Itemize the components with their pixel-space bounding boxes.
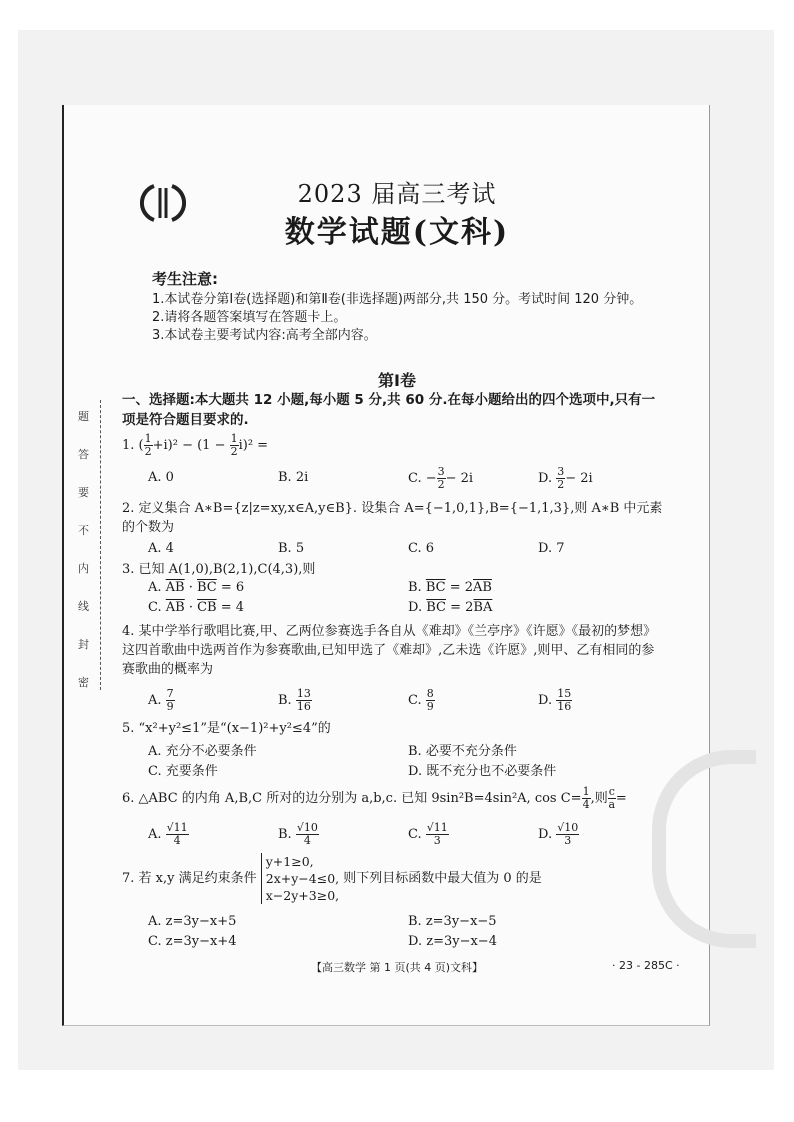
notice-title: 考生注意: bbox=[152, 270, 218, 288]
q4-option-a: A. $\frac{7}{9}$ bbox=[148, 687, 174, 713]
q1-option-c: C. − $\frac{3}{2}$ − 2i bbox=[408, 465, 474, 491]
q4-option-b: B. $\frac{13}{16}$ bbox=[278, 687, 311, 713]
page-footer: 【高三数学 第 1 页(共 4 页)文科】 bbox=[310, 961, 484, 974]
q6-option-c: C. $\frac{√11}{3}$ bbox=[408, 821, 448, 847]
q7-option-d: D. z=3y−x−4 bbox=[408, 934, 497, 949]
q2-option-c: C. 6 bbox=[408, 541, 435, 556]
gutter-char: 线 bbox=[78, 600, 89, 613]
q4-option-c: C. $\frac{8}{9}$ bbox=[408, 687, 434, 713]
q2-option-a: A. 4 bbox=[148, 541, 174, 556]
question-7: 7. 若 x,y 满足约束条件 y+1≥0, 2x+y−4≤0, x−2y+3≥0, 则下列目标函数中最大值为 0 的是 bbox=[122, 854, 542, 903]
q2-option-d: D. 7 bbox=[538, 541, 565, 556]
question-6: 6. △ABC 的内角 A,B,C 所对的边分别为 a,b,c. 已知 9sin²B=4sin²A, cos C= $\frac{1}{4}$ ,则 $\frac{c}{a}$ = bbox=[122, 785, 627, 811]
q3-option-b: B. $\overline{BC} = 2\overline{AB}$ bbox=[408, 580, 492, 595]
question-2: 2. 定义集合 A∗B={z|z=xy,x∈A,y∈B}. 设集合 A={−1,0,1},B={−1,1,3},则 A∗B 中元素的个数为 bbox=[122, 501, 663, 535]
q3-option-d: D. $\overline{BC} = 2\overline{BA}$ bbox=[408, 600, 493, 615]
binding-gutter bbox=[70, 400, 101, 690]
question-3: 3. 已知 A(1,0),B(2,1),C(4,3),则 bbox=[122, 562, 316, 577]
section-heading: 第Ⅰ卷 bbox=[378, 371, 416, 390]
part-instructions: 一、选择题:本大题共 12 小题,每小题 5 分,共 60 分.在每小题给出的四个选项中,只有一项是符合题目要求的. bbox=[122, 392, 656, 428]
question-5: 5. “x²+y²≤1”是“(x−1)²+y²≤4”的 bbox=[122, 721, 331, 736]
gutter-char: 题 bbox=[78, 410, 89, 423]
gutter-char: 密 bbox=[78, 676, 89, 689]
q7-option-c: C. z=3y−x+4 bbox=[148, 934, 237, 949]
q4-option-d: D. $\frac{15}{16}$ bbox=[538, 687, 572, 713]
exam-title: 2023 届高三考试 bbox=[297, 180, 497, 208]
question-1: 1. ( $\frac{1}{2}$ +i)² − (1 − $\frac{1}{2}$ i)² = bbox=[122, 432, 269, 458]
fraction: $\frac{1}{2}$ bbox=[230, 432, 238, 458]
fraction: $\frac{1}{2}$ bbox=[144, 432, 152, 458]
page-code: · 23 - 285C · bbox=[612, 959, 680, 972]
q2-option-b: B. 5 bbox=[278, 541, 305, 556]
q6-option-b: B. $\frac{√10}{4}$ bbox=[278, 821, 318, 847]
subject-title: 数学试题(文科) bbox=[284, 215, 510, 250]
question-4: 4. 某中学举行歌唱比赛,甲、乙两位参赛选手各自从《难却》《兰亭序》《许愿》《最初的梦想》这四首歌曲中选两首作为参赛歌曲,已知甲选了《难却》,乙未选《许愿》,则甲、乙有相同的参赛歌曲的概率为 bbox=[122, 624, 657, 677]
gutter-char: 封 bbox=[78, 638, 89, 651]
q6-option-a: A. $\frac{√11}{4}$ bbox=[148, 821, 188, 847]
q5-option-a: A. 充分不必要条件 bbox=[148, 744, 257, 759]
notice-item: 1.本试卷分第Ⅰ卷(选择题)和第Ⅱ卷(非选择题)两部分,共 150 分。考试时间 120 分钟。 bbox=[152, 292, 643, 307]
q3-option-a: A. $\overline{AB} \cdot \overline{BC} = 6$ bbox=[148, 580, 245, 595]
q7-option-a: A. z=3y−x+5 bbox=[148, 914, 237, 929]
q1-option-b: B. 2i bbox=[278, 470, 309, 485]
q1-option-a: A. 0 bbox=[148, 470, 174, 485]
notice-item: 2.请将各题答案填写在答题卡上。 bbox=[152, 310, 347, 325]
q7-option-b: B. z=3y−x−5 bbox=[408, 914, 497, 929]
gutter-char: 内 bbox=[78, 562, 89, 575]
q5-option-d: D. 既不充分也不必要条件 bbox=[408, 764, 557, 779]
q1-option-d: D. $\frac{3}{2}$ − 2i bbox=[538, 465, 593, 491]
q5-option-b: B. 必要不充分条件 bbox=[408, 744, 517, 759]
constraint-system: y+1≥0, 2x+y−4≤0, x−2y+3≥0, bbox=[261, 853, 339, 904]
gutter-char: 不 bbox=[78, 524, 89, 537]
gutter-char: 答 bbox=[78, 448, 89, 461]
q6-option-d: D. $\frac{√10}{3}$ bbox=[538, 821, 579, 847]
gutter-char: 要 bbox=[78, 486, 89, 499]
notice-item: 3.本试卷主要考试内容:高考全部内容。 bbox=[152, 328, 377, 343]
q3-option-c: C. $\overline{AB} \cdot \overline{CB} = 4$ bbox=[148, 600, 245, 615]
q5-option-c: C. 充要条件 bbox=[148, 764, 218, 779]
